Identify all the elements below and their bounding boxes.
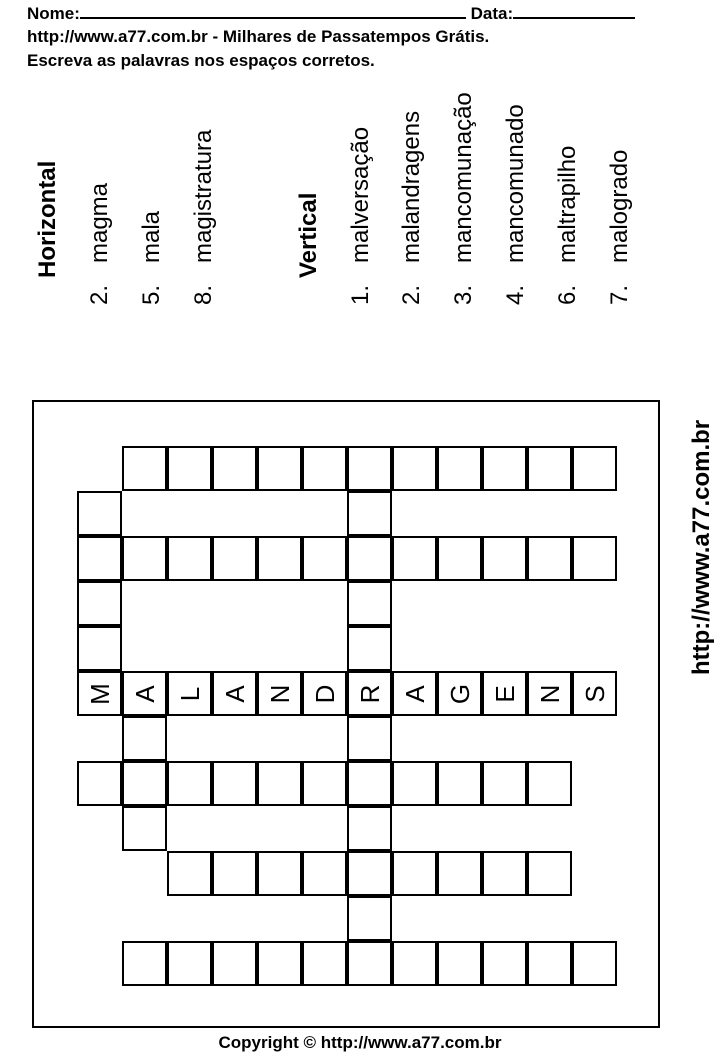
crossword-cell[interactable]: [347, 896, 392, 941]
vertical-heading: Vertical: [295, 192, 322, 278]
crossword-cell[interactable]: [122, 761, 167, 806]
crossword-cell[interactable]: [392, 671, 437, 716]
side-url: http://www.a77.com.br: [688, 419, 715, 675]
clue-word: maltrapilho: [554, 145, 581, 263]
crossword-cell[interactable]: [302, 446, 347, 491]
given-letter: E: [489, 684, 520, 703]
crossword-cell[interactable]: [122, 536, 167, 581]
crossword-cell[interactable]: [302, 851, 347, 896]
crossword-cell[interactable]: [122, 941, 167, 986]
crossword-cell[interactable]: [212, 671, 257, 716]
clue-word: malversação: [347, 126, 374, 263]
clue-number: 5.: [138, 284, 165, 305]
crossword-cell[interactable]: [482, 536, 527, 581]
crossword-cell[interactable]: [212, 941, 257, 986]
crossword-cell[interactable]: [212, 446, 257, 491]
crossword-cell[interactable]: [77, 491, 122, 536]
crossword-cell[interactable]: [437, 671, 482, 716]
horizontal-heading: Horizontal: [34, 160, 61, 278]
crossword-cell[interactable]: [77, 671, 122, 716]
crossword-cell[interactable]: [527, 446, 572, 491]
clue-word: magma: [86, 182, 113, 263]
crossword-cell[interactable]: [347, 806, 392, 851]
crossword-cell[interactable]: [482, 761, 527, 806]
crossword-cell[interactable]: [257, 671, 302, 716]
given-letter: R: [354, 684, 385, 703]
crossword-cell[interactable]: [482, 941, 527, 986]
clue-number: 2.: [398, 284, 425, 305]
given-letter: A: [219, 684, 250, 703]
given-letter: A: [129, 684, 160, 703]
crossword-cell[interactable]: [347, 491, 392, 536]
crossword-cell[interactable]: [392, 761, 437, 806]
crossword-cell[interactable]: [347, 761, 392, 806]
crossword-cell[interactable]: [347, 581, 392, 626]
crossword-cell[interactable]: [257, 446, 302, 491]
crossword-cell[interactable]: [572, 941, 617, 986]
crossword-cell[interactable]: [167, 446, 212, 491]
crossword-cell[interactable]: [527, 671, 572, 716]
clue-number: 6.: [554, 284, 581, 305]
crossword-cell[interactable]: [527, 761, 572, 806]
crossword-cell[interactable]: [122, 806, 167, 851]
crossword-cell[interactable]: [302, 671, 347, 716]
crossword-cell[interactable]: [572, 446, 617, 491]
clue-word: magistratura: [190, 129, 217, 263]
given-letter: M: [84, 682, 115, 705]
crossword-cell[interactable]: [437, 941, 482, 986]
crossword-cell[interactable]: [77, 581, 122, 626]
crossword-cell[interactable]: [167, 761, 212, 806]
clue-number: 7.: [606, 284, 633, 305]
crossword-cell[interactable]: [302, 941, 347, 986]
crossword-cell[interactable]: [257, 761, 302, 806]
crossword-cell[interactable]: [212, 851, 257, 896]
crossword-cell[interactable]: [527, 851, 572, 896]
crossword-cell[interactable]: [437, 536, 482, 581]
crossword-cell[interactable]: [77, 536, 122, 581]
crossword-cell[interactable]: [302, 536, 347, 581]
given-letter: N: [264, 684, 295, 703]
clue-number: 3.: [450, 284, 477, 305]
crossword-cell[interactable]: [482, 851, 527, 896]
name-label: Nome:: [27, 4, 80, 23]
crossword-cell[interactable]: [482, 671, 527, 716]
crossword-cell[interactable]: [437, 761, 482, 806]
crossword-cell[interactable]: [347, 626, 392, 671]
crossword-cell[interactable]: [212, 536, 257, 581]
given-letter: G: [444, 683, 475, 704]
crossword-cell[interactable]: [527, 536, 572, 581]
crossword-cell[interactable]: [77, 626, 122, 671]
given-letter: N: [534, 684, 565, 703]
crossword-cell[interactable]: [167, 851, 212, 896]
crossword-cell[interactable]: [302, 761, 347, 806]
crossword-cell[interactable]: [347, 941, 392, 986]
crossword-cell[interactable]: [347, 446, 392, 491]
clue-word: mancomunado: [502, 104, 529, 263]
site-line: http://www.a77.com.br - Milhares de Passatempos Grátis.: [27, 27, 490, 46]
crossword-cell[interactable]: [347, 671, 392, 716]
crossword-cell[interactable]: [392, 941, 437, 986]
crossword-cell[interactable]: [257, 536, 302, 581]
crossword-cell[interactable]: [392, 446, 437, 491]
crossword-cell[interactable]: [527, 941, 572, 986]
given-letter: A: [399, 684, 430, 703]
clue-number: 4.: [502, 284, 529, 305]
crossword-cell[interactable]: [257, 851, 302, 896]
copyright-footer: Copyright © http://www.a77.com.br: [218, 1033, 502, 1052]
crossword-cell[interactable]: [212, 761, 257, 806]
clue-number: 1.: [347, 284, 374, 305]
crossword-cell[interactable]: [167, 671, 212, 716]
crossword-cell[interactable]: [122, 671, 167, 716]
crossword-cell[interactable]: [122, 716, 167, 761]
clue-number: 2.: [86, 284, 113, 305]
given-letter: L: [174, 686, 205, 701]
clue-word: malogrado: [606, 149, 633, 263]
crossword-cell[interactable]: [347, 716, 392, 761]
crossword-cell[interactable]: [122, 446, 167, 491]
crossword-cell[interactable]: [572, 536, 617, 581]
crossword-cell[interactable]: [167, 536, 212, 581]
given-letter: S: [579, 684, 610, 703]
crossword-cell[interactable]: [77, 761, 122, 806]
crossword-cell[interactable]: [572, 671, 617, 716]
clue-word: malandragens: [398, 110, 425, 263]
date-label: Data:: [470, 4, 514, 23]
crossword-cell[interactable]: [167, 941, 212, 986]
given-letter: D: [309, 684, 340, 703]
crossword-cell[interactable]: [347, 851, 392, 896]
crossword-cell[interactable]: [392, 851, 437, 896]
clue-word: mancomunação: [450, 92, 477, 263]
crossword-cell[interactable]: [392, 536, 437, 581]
crossword-cell[interactable]: [257, 941, 302, 986]
instruction-text: Escreva as palavras nos espaços corretos.: [27, 51, 375, 70]
clue-number: 8.: [190, 284, 217, 305]
clue-word: mala: [138, 210, 165, 263]
crossword-cell[interactable]: [437, 851, 482, 896]
crossword-cell[interactable]: [437, 446, 482, 491]
crossword-cell[interactable]: [482, 446, 527, 491]
crossword-cell[interactable]: [347, 536, 392, 581]
